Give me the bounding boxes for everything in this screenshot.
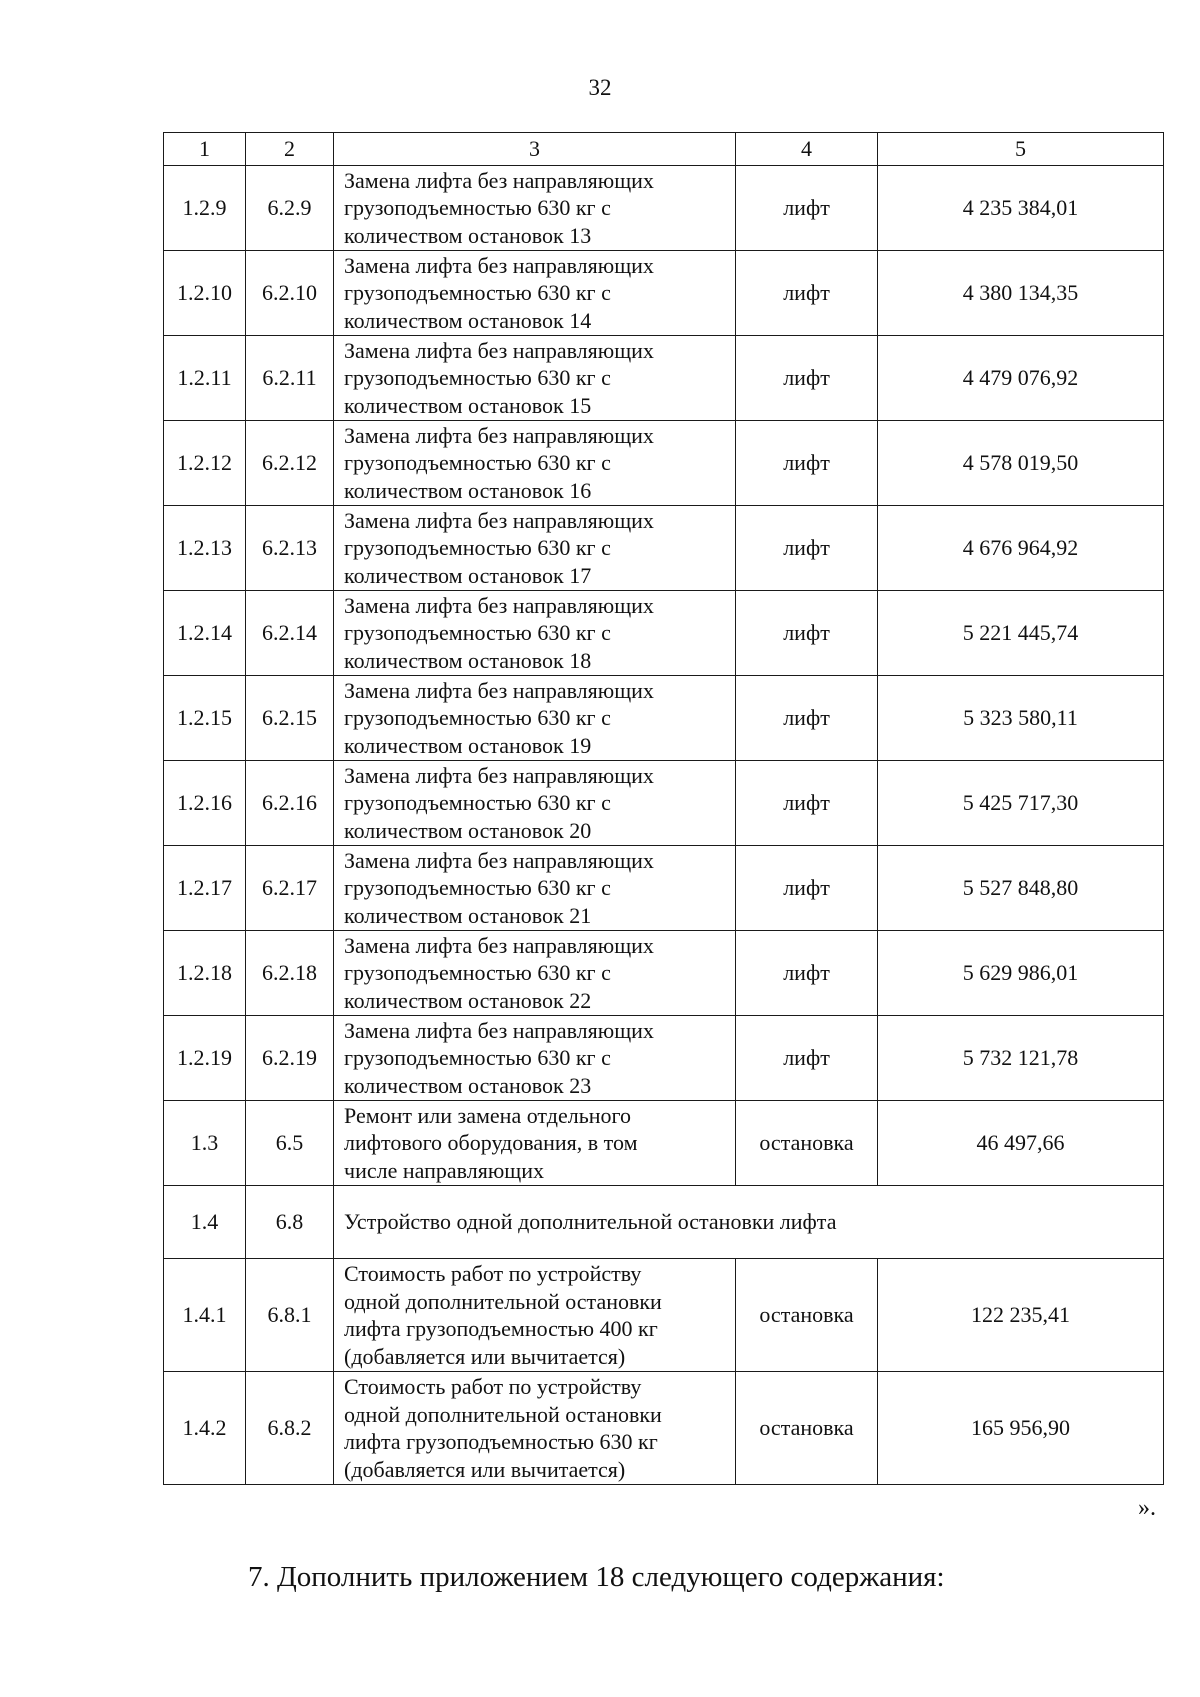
- ref-number-cell: 6.2.18: [246, 931, 334, 1016]
- table-row: [164, 506, 1164, 591]
- table-row: [164, 1186, 1164, 1259]
- description-line: Замена лифта без направляющих: [344, 677, 654, 703]
- description-line: количеством остановок 13: [344, 222, 592, 248]
- row-number-cell: 1.4.2: [164, 1372, 246, 1485]
- table-row: [164, 251, 1164, 336]
- description-line: количеством остановок 19: [344, 732, 592, 758]
- price-cell: 5 323 580,11: [878, 676, 1164, 761]
- ref-number-cell: 6.2.14: [246, 591, 334, 676]
- header-cell-2: 2: [246, 133, 334, 166]
- description-line: грузоподъемностью 630 кг с: [344, 960, 611, 986]
- ref-number-cell: 6.8.1: [246, 1259, 334, 1372]
- description-cell: [334, 336, 736, 421]
- ref-number-cell: 6.2.15: [246, 676, 334, 761]
- table-row: [164, 591, 1164, 676]
- description-line: грузоподъемностью 630 кг с: [344, 280, 611, 306]
- description-line: Стоимость работ по устройству: [344, 1374, 642, 1399]
- description-line: количеством остановок 18: [344, 647, 592, 673]
- table-row: [164, 1016, 1164, 1101]
- description-line: Замена лифта без направляющих: [344, 337, 654, 363]
- description-line: одной дополнительной остановки: [344, 1401, 662, 1427]
- row-number-cell: 1.4.1: [164, 1259, 246, 1372]
- price-cell: 46 497,66: [878, 1101, 1164, 1186]
- table-row: [164, 166, 1164, 251]
- description-line: Стоимость работ по устройству: [344, 1261, 642, 1286]
- table-row: [164, 1372, 1164, 1485]
- unit-cell: остановка: [736, 1259, 878, 1372]
- description-line: количеством остановок 17: [344, 562, 592, 588]
- description-cell: [334, 251, 736, 336]
- description-cell: [334, 421, 736, 506]
- table-row: [164, 1101, 1164, 1186]
- description-line: (добавляется или вычитается): [344, 1343, 626, 1369]
- price-cell: 5 629 986,01: [878, 931, 1164, 1016]
- description-line: Замена лифта без направляющих: [344, 762, 654, 788]
- price-cell: 4 479 076,92: [878, 336, 1164, 421]
- table-row: [164, 761, 1164, 846]
- row-number-cell: 1.3: [164, 1101, 246, 1186]
- row-number-cell: 1.4: [164, 1186, 246, 1259]
- description-cell: [334, 1372, 736, 1485]
- description-line: количеством остановок 22: [344, 987, 592, 1013]
- header-cell-4: 4: [736, 133, 878, 166]
- description-line: Замена лифта без направляющих: [344, 507, 654, 533]
- header-cell-5: 5: [878, 133, 1164, 166]
- rates-table: [163, 132, 1164, 1485]
- section-heading-cell: Устройство одной дополнительной остановки лифта: [334, 1186, 1164, 1259]
- row-number-cell: 1.2.12: [164, 421, 246, 506]
- ref-number-cell: 6.5: [246, 1101, 334, 1186]
- description-line: лифта грузоподъемностью 400 кг: [344, 1316, 658, 1341]
- header-cell-3: 3: [334, 133, 736, 166]
- table-row: [164, 421, 1164, 506]
- unit-cell: лифт: [736, 166, 878, 251]
- price-cell: 165 956,90: [878, 1372, 1164, 1485]
- row-number-cell: 1.2.13: [164, 506, 246, 591]
- description-line: количеством остановок 15: [344, 392, 592, 418]
- ref-number-cell: 6.2.9: [246, 166, 334, 251]
- unit-cell: лифт: [736, 506, 878, 591]
- unit-cell: остановка: [736, 1101, 878, 1186]
- price-cell: 122 235,41: [878, 1259, 1164, 1372]
- row-number-cell: 1.2.14: [164, 591, 246, 676]
- description-cell: [334, 506, 736, 591]
- table-header-row: [164, 133, 1164, 166]
- section-paragraph: 7. Дополнить приложением 18 следующего содержания:: [248, 1561, 945, 1593]
- price-cell: 5 425 717,30: [878, 761, 1164, 846]
- description-line: грузоподъемностью 630 кг с: [344, 790, 611, 816]
- description-line: грузоподъемностью 630 кг с: [344, 1045, 611, 1071]
- price-cell: 5 221 445,74: [878, 591, 1164, 676]
- row-number-cell: 1.2.17: [164, 846, 246, 931]
- description-line: числе направляющих: [344, 1157, 544, 1183]
- row-number-cell: 1.2.19: [164, 1016, 246, 1101]
- table-row: [164, 846, 1164, 931]
- description-cell: [334, 676, 736, 761]
- description-line: грузоподъемностью 630 кг с: [344, 620, 611, 646]
- description-line: грузоподъемностью 630 кг с: [344, 365, 611, 391]
- description-line: Замена лифта без направляющих: [344, 422, 654, 448]
- row-number-cell: 1.2.11: [164, 336, 246, 421]
- description-line: одной дополнительной остановки: [344, 1288, 662, 1314]
- description-line: грузоподъемностью 630 кг с: [344, 875, 611, 901]
- description-line: количеством остановок 14: [344, 307, 592, 333]
- ref-number-cell: 6.2.19: [246, 1016, 334, 1101]
- unit-cell: лифт: [736, 591, 878, 676]
- unit-cell: лифт: [736, 761, 878, 846]
- price-cell: 5 732 121,78: [878, 1016, 1164, 1101]
- description-line: Замена лифта без направляющих: [344, 932, 654, 958]
- ref-number-cell: 6.8.2: [246, 1372, 334, 1485]
- page-number: 32: [588, 75, 612, 100]
- price-cell: 5 527 848,80: [878, 846, 1164, 931]
- ref-number-cell: 6.2.13: [246, 506, 334, 591]
- unit-cell: лифт: [736, 251, 878, 336]
- table-row: [164, 1259, 1164, 1372]
- ref-number-cell: 6.2.12: [246, 421, 334, 506]
- description-line: грузоподъемностью 630 кг с: [344, 535, 611, 561]
- description-cell: [334, 1259, 736, 1372]
- price-cell: 4 380 134,35: [878, 251, 1164, 336]
- description-line: лифтового оборудования, в том: [344, 1130, 638, 1156]
- description-cell: [334, 761, 736, 846]
- price-cell: 4 578 019,50: [878, 421, 1164, 506]
- unit-cell: лифт: [736, 931, 878, 1016]
- ref-number-cell: 6.2.11: [246, 336, 334, 421]
- row-number-cell: 1.2.10: [164, 251, 246, 336]
- description-cell: [334, 1101, 736, 1186]
- description-line: грузоподъемностью 630 кг с: [344, 195, 611, 221]
- description-cell: [334, 591, 736, 676]
- price-cell: 4 235 384,01: [878, 166, 1164, 251]
- description-line: Замена лифта без направляющих: [344, 252, 654, 278]
- description-line: Замена лифта без направляющих: [344, 847, 654, 873]
- description-line: количеством остановок 23: [344, 1072, 592, 1098]
- description-line: количеством остановок 16: [344, 477, 592, 503]
- description-cell: [334, 1016, 736, 1101]
- unit-cell: остановка: [736, 1372, 878, 1485]
- ref-number-cell: 6.8: [246, 1186, 334, 1259]
- row-number-cell: 1.2.18: [164, 931, 246, 1016]
- row-number-cell: 1.2.9: [164, 166, 246, 251]
- description-cell: [334, 166, 736, 251]
- unit-cell: лифт: [736, 1016, 878, 1101]
- unit-cell: лифт: [736, 421, 878, 506]
- header-cell-1: 1: [164, 133, 246, 166]
- description-line: Замена лифта без направляющих: [344, 167, 654, 193]
- description-cell: [334, 931, 736, 1016]
- ref-number-cell: 6.2.17: [246, 846, 334, 931]
- description-line: Замена лифта без направляющих: [344, 1017, 654, 1043]
- closing-quote: ».: [1138, 1495, 1156, 1521]
- description-line: грузоподъемностью 630 кг с: [344, 705, 611, 731]
- row-number-cell: 1.2.16: [164, 761, 246, 846]
- description-line: Ремонт или замена отдельного: [344, 1102, 631, 1128]
- ref-number-cell: 6.2.10: [246, 251, 334, 336]
- row-number-cell: 1.2.15: [164, 676, 246, 761]
- description-line: (добавляется или вычитается): [344, 1456, 626, 1482]
- table-row: [164, 931, 1164, 1016]
- unit-cell: лифт: [736, 676, 878, 761]
- table-row: [164, 336, 1164, 421]
- table-row: [164, 676, 1164, 761]
- description-line: грузоподъемностью 630 кг с: [344, 450, 611, 476]
- description-line: количеством остановок 20: [344, 817, 592, 843]
- description-line: лифта грузоподъемностью 630 кг: [344, 1429, 658, 1454]
- unit-cell: лифт: [736, 846, 878, 931]
- unit-cell: лифт: [736, 336, 878, 421]
- description-line: Замена лифта без направляющих: [344, 592, 654, 618]
- description-line: количеством остановок 21: [344, 902, 592, 928]
- price-cell: 4 676 964,92: [878, 506, 1164, 591]
- ref-number-cell: 6.2.16: [246, 761, 334, 846]
- description-cell: [334, 846, 736, 931]
- table-body: [164, 133, 1164, 1485]
